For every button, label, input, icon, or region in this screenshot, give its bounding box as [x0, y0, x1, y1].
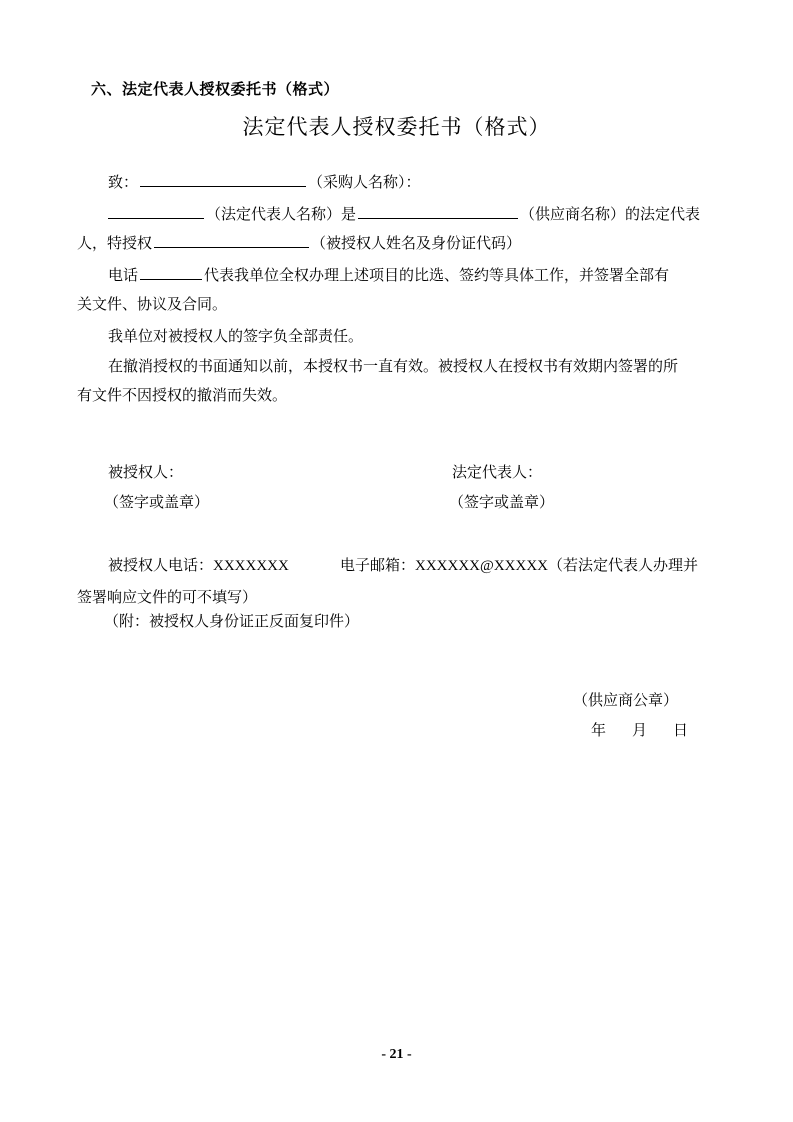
legal-representative-signature-note: （签字或盖章） — [449, 493, 555, 511]
legal-rep-text-2: （供应商名称）的法定代表 — [520, 205, 701, 223]
legal-rep-name-blank[interactable] — [108, 199, 204, 219]
date-year: 年 — [591, 721, 607, 739]
date-month: 月 — [632, 721, 648, 739]
purchaser-name-blank[interactable] — [140, 167, 306, 187]
authorized-person-signature-note: （签字或盖章） — [104, 493, 210, 511]
supplier-name-blank[interactable] — [358, 199, 518, 219]
legal-rep-line — [108, 199, 700, 230]
phone-line-continued: 关文件、协议及合同。 — [77, 295, 228, 313]
authorization-line — [77, 228, 521, 259]
legal-rep-text-1: （法定代表人名称）是 — [206, 205, 357, 223]
contact-note-start: （若法定代表人办理并 — [548, 556, 699, 574]
responsibility-line: 我单位对被授权人的签字负全部责任。 — [108, 327, 364, 345]
date-line — [591, 715, 688, 746]
addressee-suffix: （采购人名称）： — [308, 173, 421, 191]
attachment-note: （附：被授权人身份证正反面复印件） — [104, 612, 360, 630]
validity-line-2: 有文件不因授权的撤消而失效。 — [77, 386, 288, 404]
authorization-suffix: （被授权人姓名及身份证代码） — [311, 234, 522, 252]
email-label: 电子邮箱： — [340, 556, 416, 574]
phone-label: 被授权人电话： — [108, 556, 214, 574]
phone-suffix: 代表我单位全权办理上述项目的比选、签约等具体工作，并签署全部有 — [204, 266, 670, 284]
phone-blank[interactable] — [140, 260, 202, 280]
phone-value: XXXXXXX — [213, 558, 289, 574]
phone-line — [108, 260, 669, 291]
legal-representative-label: 法定代表人： — [452, 463, 543, 481]
supplier-stamp-label: （供应商公章） — [573, 691, 679, 709]
authorization-prefix: 人，特授权 — [77, 234, 153, 252]
email-value: XXXXXX@XXXXX — [415, 558, 548, 574]
addressee-line — [108, 167, 421, 198]
page-number: - 21 - — [381, 1047, 412, 1062]
authorized-person-label: 被授权人： — [108, 463, 184, 481]
authorized-person-blank[interactable] — [154, 228, 309, 248]
validity-line-1: 在撤消授权的书面通知以前，本授权书一直有效。被授权人在授权书有效期内签署的所 — [108, 357, 679, 375]
document-title: 法定代表人授权委托书（格式） — [242, 115, 551, 139]
contact-note-continued: 签署响应文件的可不填写） — [77, 588, 258, 606]
phone-prefix: 电话 — [108, 266, 139, 284]
contact-line — [108, 550, 289, 582]
email-line — [340, 550, 698, 582]
addressee-prefix: 致： — [108, 173, 139, 191]
section-heading: 六、法定代表人授权委托书（格式） — [91, 80, 340, 98]
date-day: 日 — [673, 721, 689, 739]
